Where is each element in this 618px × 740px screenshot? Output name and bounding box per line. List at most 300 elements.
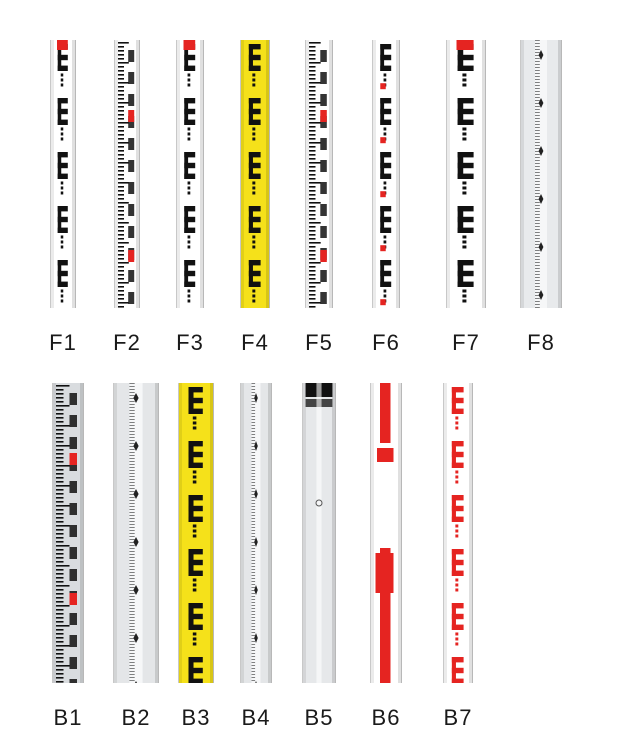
rod-edge-shade bbox=[210, 383, 213, 683]
tick-mark bbox=[309, 174, 316, 176]
dot-mark bbox=[188, 78, 191, 81]
tick-mark bbox=[252, 593, 256, 594]
dot-mark bbox=[384, 127, 387, 130]
digit-mark bbox=[70, 679, 78, 683]
tick-mark bbox=[252, 632, 256, 633]
dot-mark bbox=[455, 529, 458, 532]
tick-mark bbox=[56, 421, 64, 423]
dot-mark bbox=[252, 78, 255, 81]
tick-mark bbox=[252, 392, 256, 393]
dot-mark bbox=[462, 137, 466, 140]
tick-mark bbox=[309, 294, 316, 296]
e-mark bbox=[184, 206, 195, 211]
digit-mark bbox=[128, 292, 134, 304]
tick-mark bbox=[118, 298, 124, 300]
tick-mark bbox=[56, 517, 64, 519]
tick-mark bbox=[252, 473, 256, 474]
tick-mark bbox=[535, 187, 540, 188]
tick-mark bbox=[535, 175, 540, 176]
dot-mark bbox=[193, 642, 197, 645]
tick-mark bbox=[129, 467, 134, 468]
tick-mark bbox=[129, 677, 134, 678]
tick-mark bbox=[252, 410, 256, 411]
e-mark bbox=[189, 614, 203, 619]
tick-mark bbox=[129, 641, 134, 642]
rod-edge-shade bbox=[444, 383, 447, 683]
tick-mark bbox=[309, 86, 316, 88]
e-mark bbox=[58, 152, 68, 157]
tick-mark bbox=[118, 102, 129, 104]
dot-mark bbox=[252, 289, 255, 292]
e-mark bbox=[458, 282, 474, 287]
e-mark bbox=[452, 625, 464, 630]
tick-mark bbox=[309, 158, 316, 160]
tick-mark bbox=[535, 154, 540, 155]
tick-mark bbox=[309, 118, 316, 120]
rod-label-f8: F8 bbox=[527, 330, 555, 355]
tick-mark bbox=[309, 90, 316, 92]
tick-mark bbox=[56, 637, 64, 639]
digit-mark bbox=[128, 182, 134, 194]
dot-mark bbox=[455, 421, 458, 424]
tick-mark bbox=[252, 458, 256, 459]
rod-label-b2: B2 bbox=[121, 705, 151, 730]
tick-mark bbox=[309, 154, 316, 156]
tick-mark bbox=[129, 623, 134, 624]
tick-mark bbox=[252, 548, 256, 549]
e-mark bbox=[380, 152, 391, 157]
rod-b2-scale bbox=[114, 383, 158, 683]
tick-mark bbox=[252, 449, 256, 450]
tick-mark bbox=[309, 74, 316, 76]
tick-mark bbox=[56, 621, 64, 623]
digit-mark bbox=[70, 525, 78, 537]
dot-mark bbox=[384, 132, 387, 135]
tick-mark bbox=[535, 268, 540, 269]
rod-label-f3: F3 bbox=[176, 330, 204, 355]
e-mark bbox=[58, 174, 68, 179]
tick-mark bbox=[252, 566, 256, 567]
tick-mark bbox=[252, 470, 256, 471]
digit-mark bbox=[70, 657, 78, 669]
rod-edge-shade bbox=[80, 383, 83, 683]
tick-mark bbox=[535, 43, 540, 44]
tick-mark bbox=[252, 569, 256, 570]
tick-mark bbox=[309, 250, 316, 252]
e-mark bbox=[189, 603, 203, 608]
tick-mark bbox=[56, 489, 64, 491]
tick-mark bbox=[535, 205, 540, 206]
tick-mark bbox=[309, 254, 316, 256]
tick-mark bbox=[118, 110, 124, 112]
tick-mark bbox=[535, 160, 540, 161]
tick-mark bbox=[252, 401, 256, 402]
tick-mark bbox=[535, 250, 540, 251]
dot-mark bbox=[384, 289, 387, 292]
tick-mark bbox=[252, 608, 256, 609]
tick-mark bbox=[252, 620, 256, 621]
tick-mark bbox=[118, 118, 124, 120]
tick-mark bbox=[309, 122, 321, 124]
tick-mark bbox=[252, 431, 256, 432]
tick-mark bbox=[118, 186, 124, 188]
tick-mark bbox=[118, 126, 124, 128]
e-mark bbox=[458, 228, 474, 233]
tick-mark bbox=[535, 214, 540, 215]
tick-mark bbox=[309, 210, 316, 212]
e-mark bbox=[249, 55, 261, 60]
tick-mark bbox=[118, 270, 124, 272]
tick-mark bbox=[118, 306, 124, 308]
e-mark bbox=[249, 174, 261, 179]
dot-mark bbox=[455, 480, 458, 483]
e-mark bbox=[249, 44, 261, 49]
tick-mark bbox=[56, 457, 64, 459]
dot-mark bbox=[193, 480, 197, 483]
tick-mark bbox=[118, 62, 129, 64]
e-mark bbox=[452, 441, 464, 446]
tick-mark bbox=[129, 518, 134, 519]
tick-mark bbox=[129, 452, 134, 453]
tick-mark bbox=[118, 90, 124, 92]
dot-mark bbox=[193, 578, 197, 581]
tick-mark bbox=[129, 620, 134, 621]
dot-mark bbox=[455, 470, 458, 473]
tick-mark bbox=[252, 413, 256, 414]
tick-mark bbox=[252, 557, 256, 558]
dot-mark bbox=[252, 294, 255, 297]
tick-mark bbox=[309, 134, 316, 136]
tick-mark bbox=[56, 513, 64, 515]
dot-mark bbox=[462, 186, 466, 189]
tick-mark bbox=[535, 241, 540, 242]
tick-mark bbox=[129, 455, 134, 456]
tick-mark bbox=[118, 194, 124, 196]
tick-mark bbox=[309, 58, 316, 60]
tick-mark bbox=[252, 485, 256, 486]
tick-mark bbox=[129, 557, 134, 558]
tick-mark bbox=[56, 565, 70, 567]
dot-mark bbox=[193, 421, 197, 424]
tick-mark bbox=[118, 242, 129, 244]
tick-mark bbox=[309, 194, 316, 196]
rod-b6-scale bbox=[371, 383, 401, 683]
digit-mark bbox=[320, 204, 327, 216]
e-mark bbox=[380, 217, 391, 222]
digit-mark bbox=[70, 393, 78, 405]
tick-mark bbox=[129, 563, 134, 564]
tick-mark bbox=[56, 441, 64, 443]
tick-mark bbox=[118, 158, 124, 160]
tick-mark bbox=[56, 649, 64, 651]
e-mark bbox=[184, 152, 195, 157]
tick-mark bbox=[56, 509, 64, 511]
tick-mark bbox=[309, 270, 316, 272]
rod-edge-shade bbox=[72, 40, 75, 308]
tick-mark bbox=[56, 401, 64, 403]
digit-mark bbox=[70, 481, 78, 493]
rod-edge-shade bbox=[329, 40, 332, 308]
dot-mark bbox=[193, 426, 197, 429]
tick-mark bbox=[535, 49, 540, 50]
tick-mark bbox=[252, 581, 256, 582]
tick-mark bbox=[118, 138, 124, 140]
e-mark bbox=[452, 657, 464, 662]
tick-mark bbox=[56, 409, 64, 411]
dot-mark bbox=[455, 637, 458, 640]
tick-mark bbox=[56, 525, 70, 527]
tick-mark bbox=[129, 434, 134, 435]
rod-edge-shade bbox=[200, 40, 203, 308]
tick-mark bbox=[129, 527, 134, 528]
tick-mark bbox=[56, 405, 70, 407]
e-mark bbox=[452, 387, 464, 392]
tick-mark bbox=[252, 467, 256, 468]
tick-mark bbox=[535, 289, 540, 290]
tick-mark bbox=[535, 178, 540, 179]
tick-mark bbox=[56, 533, 64, 535]
dot-mark bbox=[462, 181, 466, 184]
tick-mark bbox=[309, 182, 321, 184]
tick-mark bbox=[56, 585, 70, 587]
tick-mark bbox=[118, 278, 124, 280]
tick-mark bbox=[56, 613, 64, 615]
tick-mark bbox=[129, 647, 134, 648]
tick-mark bbox=[535, 40, 540, 41]
digit-mark bbox=[320, 138, 327, 150]
tick-mark bbox=[56, 485, 70, 487]
dot-mark bbox=[462, 127, 466, 130]
digit-mark bbox=[128, 94, 134, 106]
e-mark bbox=[380, 271, 391, 276]
e-mark bbox=[380, 206, 391, 211]
tick-mark bbox=[309, 78, 316, 80]
digit-mark bbox=[70, 569, 78, 581]
dot-mark bbox=[462, 294, 466, 297]
e-mark bbox=[452, 668, 464, 673]
tick-mark bbox=[118, 166, 124, 168]
e-mark bbox=[58, 66, 68, 71]
e-mark bbox=[189, 495, 203, 500]
tick-mark bbox=[118, 198, 124, 200]
tick-mark bbox=[118, 234, 124, 236]
tick-mark bbox=[118, 50, 124, 52]
tick-mark bbox=[309, 162, 321, 164]
dot-mark bbox=[252, 235, 255, 238]
tick-mark bbox=[309, 170, 316, 172]
e-mark bbox=[58, 55, 68, 60]
dot-mark bbox=[188, 186, 191, 189]
tick-mark bbox=[309, 62, 321, 64]
tick-mark bbox=[129, 503, 134, 504]
tick-mark bbox=[252, 563, 256, 564]
rod-label-b6: B6 bbox=[371, 705, 401, 730]
tick-mark bbox=[129, 605, 134, 606]
tick-mark bbox=[252, 668, 256, 669]
tick-mark bbox=[252, 404, 256, 405]
rod-edge-shade bbox=[268, 383, 271, 683]
rod-f2 bbox=[114, 40, 140, 308]
tick-mark bbox=[56, 549, 64, 551]
rod-b5-scale bbox=[303, 383, 335, 683]
e-mark bbox=[458, 260, 474, 265]
tick-mark bbox=[129, 506, 134, 507]
digit-mark bbox=[70, 415, 78, 427]
dot-mark bbox=[61, 191, 64, 194]
tick-mark bbox=[535, 148, 540, 149]
tick-mark bbox=[309, 234, 316, 236]
tick-mark bbox=[56, 417, 64, 419]
tick-mark bbox=[129, 587, 134, 588]
tick-mark bbox=[56, 633, 64, 635]
e-mark bbox=[458, 271, 474, 276]
tick-mark bbox=[309, 70, 316, 72]
rod-edge-shade bbox=[447, 40, 450, 308]
tick-mark bbox=[118, 222, 129, 224]
dot-mark bbox=[193, 470, 197, 473]
tick-mark bbox=[56, 537, 64, 539]
tick-mark bbox=[535, 286, 540, 287]
tick-mark bbox=[535, 202, 540, 203]
tick-mark bbox=[535, 100, 540, 101]
tick-mark bbox=[309, 230, 316, 232]
tick-mark bbox=[56, 461, 64, 463]
tick-mark bbox=[252, 551, 256, 552]
tick-mark bbox=[129, 422, 134, 423]
e-mark bbox=[249, 120, 261, 125]
e-mark bbox=[249, 98, 261, 103]
e-mark bbox=[249, 152, 261, 157]
dot-mark bbox=[61, 137, 64, 140]
dot-mark bbox=[384, 235, 387, 238]
e-mark bbox=[189, 463, 203, 468]
tick-mark bbox=[118, 246, 124, 248]
rod-f6 bbox=[372, 40, 400, 308]
e-mark bbox=[184, 260, 195, 265]
tick-mark bbox=[129, 539, 134, 540]
tick-mark bbox=[118, 130, 124, 132]
rod-label-b1: B1 bbox=[53, 705, 83, 730]
tick-mark bbox=[129, 470, 134, 471]
tick-mark bbox=[309, 166, 316, 168]
e-mark bbox=[380, 98, 391, 103]
digit-mark bbox=[70, 613, 78, 625]
tick-mark bbox=[129, 554, 134, 555]
tick-mark bbox=[252, 527, 256, 528]
digit-mark bbox=[128, 160, 134, 172]
dot-mark bbox=[455, 475, 458, 478]
tick-mark bbox=[56, 429, 64, 431]
tick-mark bbox=[118, 214, 124, 216]
red-top-mark bbox=[457, 40, 474, 50]
dot-mark bbox=[61, 73, 64, 76]
tick-mark bbox=[118, 146, 124, 148]
tick-mark bbox=[56, 425, 70, 427]
tick-mark bbox=[56, 665, 70, 667]
tick-mark bbox=[309, 178, 316, 180]
dot-mark bbox=[384, 186, 387, 189]
tick-mark bbox=[118, 78, 124, 80]
tick-mark bbox=[252, 389, 256, 390]
dot-mark bbox=[252, 73, 255, 76]
e-mark bbox=[184, 174, 195, 179]
rod-edge-shade bbox=[241, 383, 244, 683]
tick-mark bbox=[309, 282, 321, 284]
e-mark bbox=[58, 217, 68, 222]
tick-mark bbox=[535, 124, 540, 125]
tick-mark bbox=[129, 413, 134, 414]
tick-mark bbox=[56, 681, 64, 683]
tick-mark bbox=[129, 533, 134, 534]
rod-f3-scale bbox=[177, 40, 203, 308]
tick-mark bbox=[252, 497, 256, 498]
tick-mark bbox=[252, 572, 256, 573]
tick-mark bbox=[56, 473, 64, 475]
rod-label-f7: F7 bbox=[452, 330, 480, 355]
tick-mark bbox=[535, 172, 540, 173]
dot-mark bbox=[61, 289, 64, 292]
e-mark bbox=[249, 109, 261, 114]
tick-mark bbox=[252, 602, 256, 603]
tick-mark bbox=[118, 82, 129, 84]
tick-mark bbox=[535, 271, 540, 272]
e-mark bbox=[189, 441, 203, 446]
tick-mark bbox=[309, 110, 316, 112]
tick-mark bbox=[129, 629, 134, 630]
tick-mark bbox=[56, 581, 64, 583]
tick-mark bbox=[535, 238, 540, 239]
rod-edge-shade bbox=[558, 40, 561, 308]
tick-mark bbox=[118, 106, 124, 108]
tick-mark bbox=[535, 136, 540, 137]
rod-b4-scale bbox=[241, 383, 271, 683]
tick-mark bbox=[56, 449, 64, 451]
tick-mark bbox=[118, 86, 124, 88]
tick-mark bbox=[535, 127, 540, 128]
digit-mark bbox=[70, 635, 78, 647]
dot-mark bbox=[462, 73, 466, 76]
tick-mark bbox=[118, 114, 124, 116]
e-mark bbox=[184, 120, 195, 125]
red-top-mark bbox=[57, 40, 68, 50]
tick-mark bbox=[56, 573, 64, 575]
e-mark bbox=[58, 206, 68, 211]
tick-mark bbox=[535, 211, 540, 212]
tick-mark bbox=[118, 134, 124, 136]
tick-mark bbox=[252, 554, 256, 555]
tick-mark bbox=[129, 599, 134, 600]
rod-b7 bbox=[443, 383, 473, 683]
e-mark bbox=[184, 271, 195, 276]
digit-mark bbox=[320, 182, 327, 194]
tick-mark bbox=[309, 298, 316, 300]
tick-mark bbox=[535, 259, 540, 260]
rod-edge-shade bbox=[266, 40, 269, 308]
digit-mark bbox=[320, 292, 327, 304]
tick-mark bbox=[129, 680, 134, 681]
dot-mark bbox=[188, 240, 191, 243]
dot-mark bbox=[193, 416, 197, 419]
dot-mark bbox=[61, 181, 64, 184]
tick-mark bbox=[129, 428, 134, 429]
tick-mark bbox=[252, 395, 256, 396]
tick-mark bbox=[309, 306, 316, 308]
e-mark bbox=[452, 560, 464, 565]
dot-mark bbox=[384, 181, 387, 184]
tick-mark bbox=[252, 425, 256, 426]
dot-mark bbox=[188, 73, 191, 76]
tick-mark bbox=[118, 58, 124, 60]
